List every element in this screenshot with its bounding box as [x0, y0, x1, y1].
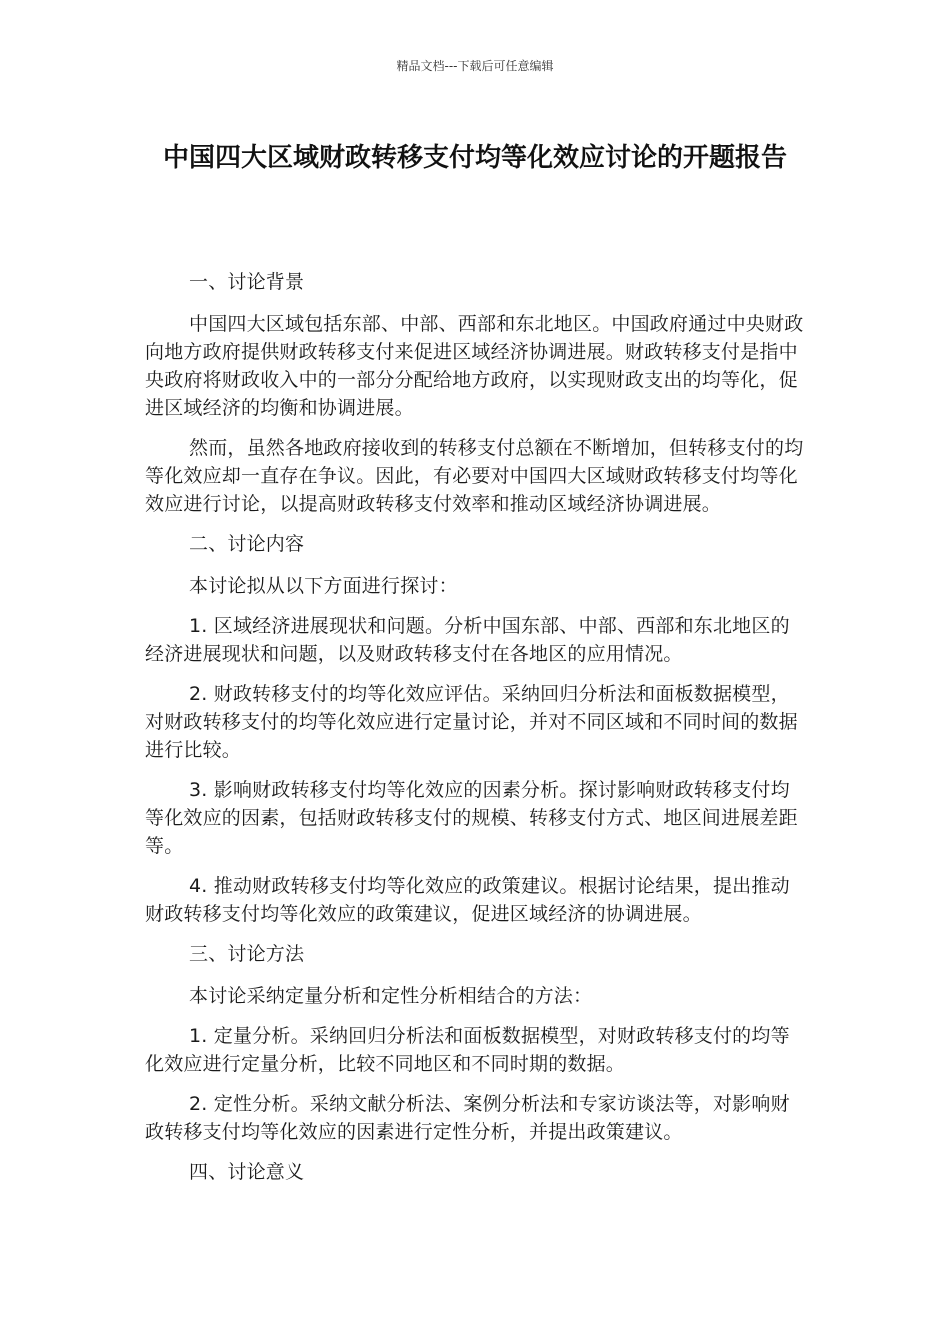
section-heading-background: 一、讨论背景	[189, 271, 305, 293]
list-item: 1. 区域经济进展现状和问题。分析中国东部、中部、西部和东北地区的经济进展现状和问题，以及财政转移支付在各地区的应用情况。	[145, 615, 790, 665]
paragraph: 然而，虽然各地政府接收到的转移支付总额在不断增加，但转移支付的均等化效应却一直存在争议。因此，有必要对中国四大区域财政转移支付均等化效应进行讨论，以提高财政转移支付效率和推动区域经济协调进展。	[145, 437, 804, 515]
list-item: 2. 财政转移支付的均等化效应评估。采纳回归分析法和面板数据模型，对财政转移支付的均等化效应进行定量讨论，并对不同区域和不同时间的数据进行比较。	[145, 683, 798, 761]
paragraph: 本讨论采纳定量分析和定性分析相结合的方法：	[189, 985, 593, 1007]
paragraph: 中国四大区域包括东部、中部、西部和东北地区。中国政府通过中央财政向地方政府提供财政转移支付来促进区域经济协调进展。财政转移支付是指中央政府将财政收入中的一部分分配给地方政府，以实现财政支出的均等化，促进区域经济的均衡和协调进展。	[145, 313, 804, 419]
list-item: 2. 定性分析。采纳文献分析法、案例分析法和专家访谈法等，对影响财政转移支付均等化效应的因素进行定性分析，并提出政策建议。	[145, 1093, 790, 1143]
list-item: 3. 影响财政转移支付均等化效应的因素分析。探讨影响财政转移支付均等化效应的因素，包括财政转移支付的规模、转移支付方式、地区间进展差距等。	[145, 779, 798, 857]
page-header: 精品文档---下载后可任意编辑	[396, 59, 554, 73]
section-heading-content: 二、讨论内容	[189, 533, 305, 555]
list-item: 4. 推动财政转移支付均等化效应的政策建议。根据讨论结果，提出推动财政转移支付均等化效应的政策建议，促进区域经济的协调进展。	[145, 875, 790, 925]
list-item: 1. 定量分析。采纳回归分析法和面板数据模型，对财政转移支付的均等化效应进行定量分析，比较不同地区和不同时期的数据。	[145, 1025, 790, 1075]
document-body	[145, 268, 807, 1200]
section-heading-method: 三、讨论方法	[189, 943, 305, 965]
document-title: 中国四大区域财政转移支付均等化效应讨论的开题报告	[162, 143, 787, 173]
section-heading-significance: 四、讨论意义	[189, 1161, 305, 1183]
paragraph: 本讨论拟从以下方面进行探讨：	[189, 575, 458, 597]
